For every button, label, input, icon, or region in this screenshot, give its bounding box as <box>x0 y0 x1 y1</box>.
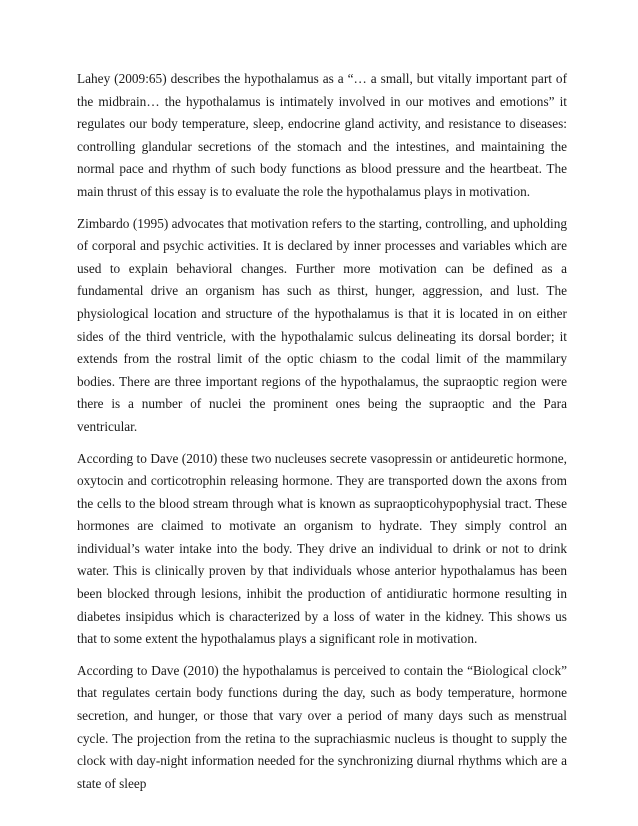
paragraph-1: Lahey (2009:65) describes the hypothalamus as a “… a small, but vitally important part of the midbrain… the hypothalamus is intimately involved in our motives and emotions” it regulates our body temperature, sleep, endocrine gland activity, and resistance to diseases: controlling glandular secretions of the stomach and the intestines, and maintaining the normal pace and rhythm of such body functions as blood pressure and the heartbeat. The main thrust of this essay is to evaluate the role the hypothalamus plays in motivation. <box>77 71 567 199</box>
paragraph-3: According to Dave (2010) these two nucleuses secrete vasopressin or antideuretic hormone, oxytocin and corticotrophin releasing hormone. They are transported down the axons from the cells to the blood stream through what is known as supraopticohypophysial tract. These hormones are claimed to motivate an organism to hydrate. They simply control an individual’s water intake into the body. They drive an individual to drink or not to drink water. This is clinically proven by that individuals whose anterior hypothalamus has been been blocked through lesions, inhibit the production of antidiuratic hormone resulting in diabetes insipidus which is characterized by a loss of water in the kidney. This shows us that to some extent the hypothalamus plays a significant role in motivation. <box>77 450 567 647</box>
paragraph-4: According to Dave (2010) the hypothalamus is perceived to contain the “Biological clock” that regulates certain body functions during the day, such as body temperature, hormone secretion, and hunger, or those that vary over a period of many days such as menstrual cycle. The projection from the retina to the suprachiasmic nucleus is thought to supply the clock with day-night information needed for the synchronizing diurnal rhythms which are a state of sleep <box>77 662 567 791</box>
document-body <box>77 68 567 804</box>
paragraph-2: Zimbardo (1995) advocates that motivation refers to the starting, controlling, and upholding of corporal and psychic activities. It is declared by inner processes and variables which are used to explain behavioral changes. Further more motivation can be defined as a fundamental drive an organism has such as thirst, hunger, aggression, and lust. The physiological location and structure of the hypothalamus is that it is located in on either sides of the third ventricle, with the hypothalamic sulcus delineating its dorsal border; it extends from the rostral limit of the optic chiasm to the codal limit of the mammilary bodies. There are three important regions of the hypothalamus, the supraoptic region were there is a number of nuclei the prominent ones being the supraoptic and the Para ventricular. <box>77 215 567 434</box>
